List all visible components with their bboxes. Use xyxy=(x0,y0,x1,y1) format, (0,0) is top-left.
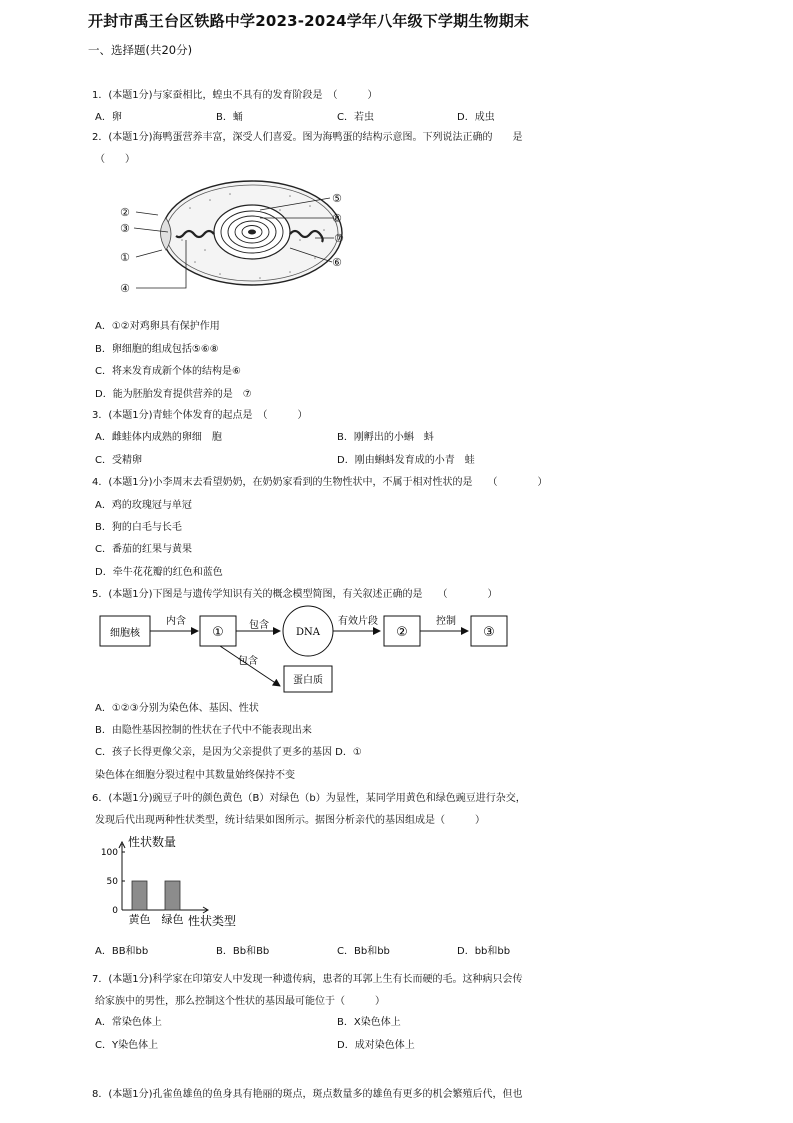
concept-2-label: ② xyxy=(396,625,408,640)
concept-1-label: ① xyxy=(212,625,224,640)
question-6-stem: 6．(本题1分)豌豆子叶的颜色黄色（B）对绿色（b）为显性，某同学用黄色和绿色豌豆进行杂交， xyxy=(92,793,526,804)
q4-option-b[interactable]: B．狗的白毛与长毛 xyxy=(95,522,182,533)
y-tick-label: 50 xyxy=(106,877,118,887)
label-3: ③ xyxy=(120,222,130,235)
x-axis-label: 性状类型 xyxy=(188,914,237,928)
q4-option-c[interactable]: C．番茄的红果与黄果 xyxy=(95,544,192,555)
question-7-stem: 7．(本题1分)科学家在印第安人中发现一种遗传病，患者的耳郭上生有长而硬的毛。这种病只会传 xyxy=(92,974,523,985)
q2-option-c[interactable]: C．将来发育成新个体的结构是⑥ xyxy=(95,366,241,377)
section-heading: 一、选择题(共20分) xyxy=(88,43,193,57)
q1-option-a[interactable]: A．卵 xyxy=(95,112,122,123)
q6-option-a[interactable]: A．BB和bb xyxy=(95,946,149,957)
q4-option-a[interactable]: A．鸡的玫瑰冠与单冠 xyxy=(95,500,192,511)
y-tick-label: 100 xyxy=(100,848,118,858)
question-1-stem: 1．(本题1分)与家蚕相比，蝗虫不具有的发育阶段是 （ ） xyxy=(92,90,378,101)
germinal-disc xyxy=(248,230,256,235)
question-5-stem: 5．(本题1分)下图是与遗传学知识有关的概念模型简图，有关叙述正确的是 （ ） xyxy=(92,589,498,600)
include-label-2: 包含 xyxy=(238,656,258,667)
nucleus-label: 细胞核 xyxy=(110,628,140,639)
egg-structure-diagram xyxy=(110,180,355,298)
q2-option-b[interactable]: B．卵细胞的组成包括⑤⑥⑧ xyxy=(95,344,219,355)
question-3-stem: 3．(本题1分)青蛙个体发育的起点是 （ ） xyxy=(92,410,308,421)
concept-3-label: ③ xyxy=(483,625,495,640)
q6-option-d[interactable]: D．bb和bb xyxy=(457,946,511,957)
include-label-1: 包含 xyxy=(249,620,269,631)
q7-option-c[interactable]: C．Y染色体上 xyxy=(95,1040,159,1051)
q5-option-c-d[interactable]: C．孩子长得更像父亲，是因为父亲提供了更多的基因 D．① xyxy=(95,747,362,758)
q6-option-c[interactable]: C．Bb和bb xyxy=(337,946,390,957)
question-4-stem: 4．(本题1分)小李周末去看望奶奶，在奶奶家看到的生物性状中，不属于相对性状的是 （ ） xyxy=(92,477,548,488)
y-tick-label: 0 xyxy=(112,906,118,916)
q2-option-d[interactable]: D．能为胚胎发育提供营养的是 ⑦ xyxy=(95,389,252,400)
question-8-stem: 8．(本题1分)孔雀鱼雄鱼的鱼身具有艳丽的斑点，斑点数量多的雄鱼有更多的机会繁殖后代，但也 xyxy=(92,1089,523,1100)
segment-label: 有效片段 xyxy=(338,616,378,627)
label-4: ④ xyxy=(120,282,130,295)
q5-option-a[interactable]: A．①②③分别为染色体、基因、性状 xyxy=(95,703,259,714)
contains-label: 内含 xyxy=(166,616,186,627)
q5-option-b[interactable]: B．由隐性基因控制的性状在子代中不能表现出来 xyxy=(95,725,312,736)
question-7-stem-cont: 给家族中的男性，那么控制这个性状的基因最可能位于（ ） xyxy=(95,996,385,1007)
x-category-label: 黄色 xyxy=(128,913,151,926)
label-6: ⑥ xyxy=(332,256,342,269)
x-category-label: 绿色 xyxy=(161,913,184,926)
q7-option-d[interactable]: D．成对染色体上 xyxy=(337,1040,415,1051)
chart-title: 性状数量 xyxy=(128,835,177,849)
q7-option-a[interactable]: A．常染色体上 xyxy=(95,1017,162,1028)
label-1: ① xyxy=(120,251,130,264)
trait-bar-chart xyxy=(96,830,256,930)
q3-option-b[interactable]: B．刚孵出的小蝌 蚪 xyxy=(337,432,434,443)
q3-option-c[interactable]: C．受精卵 xyxy=(95,455,142,466)
q1-option-c[interactable]: C．若虫 xyxy=(337,112,374,123)
question-6-stem-cont: 发现后代出现两种性状类型，统计结果如图所示。据图分析亲代的基因组成是（ ） xyxy=(95,815,485,826)
control-label: 控制 xyxy=(436,616,456,627)
q7-option-b[interactable]: B．X染色体上 xyxy=(337,1017,401,1028)
bar-1 xyxy=(132,881,147,910)
label-5: ⑤ xyxy=(332,192,342,205)
bar-2 xyxy=(165,881,180,910)
label-2: ② xyxy=(120,206,130,219)
q1-option-b[interactable]: B．蛹 xyxy=(216,112,243,123)
protein-label: 蛋白质 xyxy=(293,675,323,686)
label-7: ⑦ xyxy=(334,232,344,245)
label-8: ⑧ xyxy=(332,212,342,225)
q5-option-d-cont[interactable]: 染色体在细胞分裂过程中其数量始终保持不变 xyxy=(95,770,295,781)
q3-option-a[interactable]: A．雌蛙体内成熟的卵细 胞 xyxy=(95,432,222,443)
q3-option-d[interactable]: D．刚由蝌蚪发育成的小青 蛙 xyxy=(337,455,475,466)
dna-label: DNA xyxy=(296,627,320,638)
q6-option-b[interactable]: B．Bb和Bb xyxy=(216,946,270,957)
question-2-stem-cont: （ ） xyxy=(95,154,135,165)
question-2-stem: 2．(本题1分)海鸭蛋营养丰富，深受人们喜爱。图为海鸭蛋的结构示意图。下列说法正确的 是 xyxy=(92,132,523,143)
q4-option-d[interactable]: D．牵牛花花瓣的红色和蓝色 xyxy=(95,567,223,578)
q1-option-d[interactable]: D．成虫 xyxy=(457,112,495,123)
page-title: 开封市禹王台区铁路中学2023-2024学年八年级下学期生物期末 xyxy=(88,12,530,30)
q2-option-a[interactable]: A．①②对鸡卵具有保护作用 xyxy=(95,321,220,332)
genetics-concept-diagram xyxy=(96,600,526,696)
